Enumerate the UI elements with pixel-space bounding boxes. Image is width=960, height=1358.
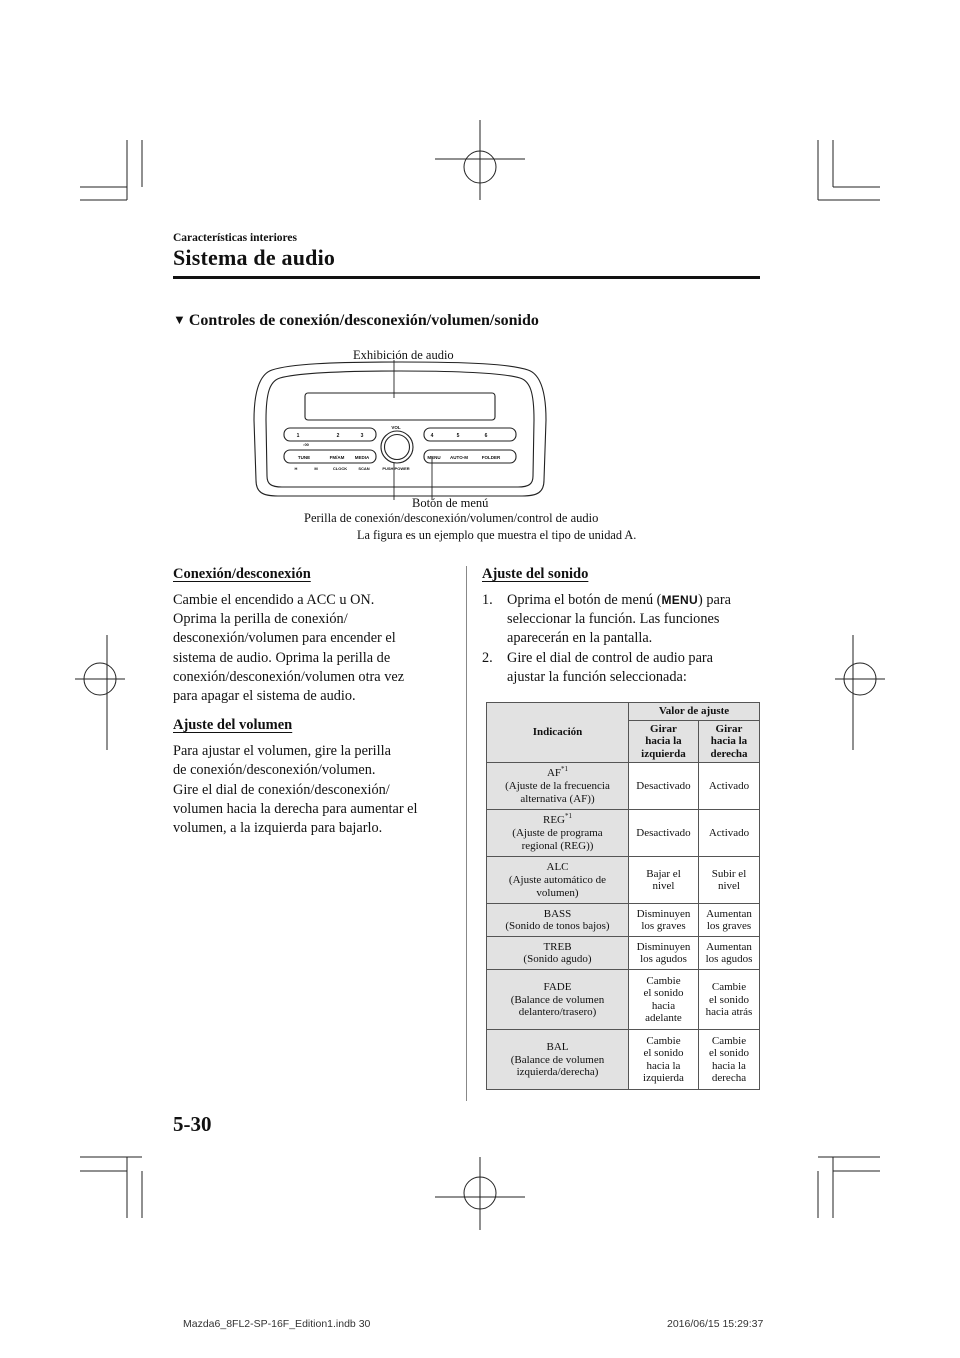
svg-text::00: :00 xyxy=(303,442,309,447)
table-header-right xyxy=(698,720,759,763)
cell-left xyxy=(629,857,699,904)
table-header-indication: Indicación xyxy=(487,703,629,763)
text-line: volumen hacia la derecha para aumentar el xyxy=(173,800,418,817)
svg-text:FM/AM: FM/AM xyxy=(329,455,345,460)
cell-left xyxy=(629,970,699,1030)
onoff-heading: Conexión/desconexión xyxy=(173,566,311,582)
left-column xyxy=(173,566,453,849)
cell-line: el sonido xyxy=(708,1047,749,1060)
cell-line: derecha xyxy=(711,1072,747,1085)
text-line: Oprima la perilla de conexión/ xyxy=(173,611,348,628)
cell-line: Cambie xyxy=(646,974,681,987)
cell-line: Cambie xyxy=(711,980,747,993)
triangle-down-icon: ▼ xyxy=(173,312,186,327)
list-item xyxy=(482,649,762,687)
step-number: 1. xyxy=(482,592,493,608)
cell-line: Desactivado xyxy=(636,780,691,793)
cell-indication xyxy=(487,970,629,1030)
cell-right xyxy=(698,857,759,904)
cell-line: hacia la xyxy=(712,1059,746,1072)
menu-button-glyph: MENU xyxy=(661,593,698,607)
text-line: Para ajustar el volumen, gire la perilla xyxy=(173,743,391,760)
volume-paragraph xyxy=(173,742,453,838)
cell-line: alternativa (AF)) xyxy=(520,792,595,805)
text-line: desconexión/volumen para encender el xyxy=(173,630,396,647)
svg-text:5: 5 xyxy=(456,433,460,439)
text-line: Gire el dial de conexión/desconexión/ xyxy=(173,781,390,798)
right-column xyxy=(482,566,762,697)
cell-line: Subir el xyxy=(711,867,747,880)
cell-line: TREB xyxy=(543,940,572,953)
svg-text:PUSH POWER: PUSH POWER xyxy=(382,466,410,471)
cell-indication xyxy=(487,904,629,937)
cell-line: Aumentan xyxy=(706,907,752,920)
svg-text:VOL: VOL xyxy=(391,425,401,430)
svg-text:MEDIA: MEDIA xyxy=(354,455,370,460)
section-heading-text: Controles de conexión/desconexión/volumen/sonido xyxy=(188,312,539,329)
cell-line: los agudos xyxy=(640,953,687,966)
table-row xyxy=(487,763,760,810)
cell-left xyxy=(629,904,699,937)
column-divider xyxy=(466,566,467,1101)
header-line: hacia la xyxy=(645,735,682,748)
cell-line: BAL xyxy=(546,1040,569,1053)
cell-line: adelante xyxy=(645,1012,682,1025)
text-line: volumen, a la izquierda para bajarlo. xyxy=(173,820,383,837)
section-heading xyxy=(173,312,539,330)
cell-indication xyxy=(487,857,629,904)
cell-line: los graves xyxy=(706,920,752,933)
sound-heading: Ajuste del sonido xyxy=(482,566,589,582)
svg-text:M: M xyxy=(314,466,318,471)
cell-line: AF xyxy=(546,767,562,780)
svg-text:FOLDER: FOLDER xyxy=(481,455,501,460)
cell-line: (Ajuste de la frecuencia xyxy=(505,780,610,793)
cell-line: nivel xyxy=(652,880,675,893)
cell-line: Cambie xyxy=(711,1034,747,1047)
cell-line: (Sonido de tonos bajos) xyxy=(505,920,610,933)
cell-left xyxy=(629,763,699,810)
svg-text:SCAN: SCAN xyxy=(358,466,370,471)
cell-line: izquierda/derecha) xyxy=(516,1066,599,1079)
cell-indication xyxy=(487,810,629,857)
svg-text:MENU: MENU xyxy=(427,455,441,460)
cell-line: Bajar el xyxy=(646,867,681,880)
cell-line: el sonido xyxy=(708,993,749,1006)
chapter-kicker: Características interiores xyxy=(173,232,298,244)
cell-line: Disminuyen xyxy=(636,940,691,953)
cell-line: (Balance de volumen xyxy=(510,1053,605,1066)
svg-text:6: 6 xyxy=(484,433,488,439)
table-row xyxy=(487,904,760,937)
cell-line: Desactivado xyxy=(636,827,691,840)
cell-line: REG xyxy=(543,814,565,827)
text-line: para apagar el sistema de audio. xyxy=(173,688,356,705)
step-text: Oprima el botón de menú ( xyxy=(507,592,662,608)
header-line: Girar xyxy=(715,722,743,735)
svg-text:CLOCK: CLOCK xyxy=(332,466,348,471)
svg-text:2: 2 xyxy=(336,433,340,439)
cell-right xyxy=(698,810,759,857)
cell-left xyxy=(629,937,699,970)
step-text: ajustar la función seleccionada: xyxy=(507,668,687,685)
cell-right xyxy=(698,763,759,810)
table-header-value: Valor de ajuste xyxy=(629,703,760,721)
cell-right xyxy=(698,970,759,1030)
cell-line: hacia xyxy=(651,999,676,1012)
label-power-volume-knob: Perilla de conexión/desconexión/volumen/control de audio xyxy=(304,511,599,525)
label-audio-display: Exhibición de audio xyxy=(353,348,454,362)
svg-text:3: 3 xyxy=(360,433,364,439)
table-row xyxy=(487,1030,760,1090)
title-rule xyxy=(173,276,760,279)
list-item xyxy=(482,591,762,649)
step-text: aparecerán en la pantalla. xyxy=(507,630,653,647)
text-line: conexión/desconexión/volumen otra vez xyxy=(173,668,405,685)
svg-text:1: 1 xyxy=(296,433,300,439)
cell-line: Activado xyxy=(708,780,750,793)
cell-line: Cambie xyxy=(646,1034,681,1047)
cell-line: (Sonido agudo) xyxy=(523,953,592,966)
cell-line: FADE xyxy=(543,980,572,993)
header-line: Girar xyxy=(650,722,677,735)
svg-text:4: 4 xyxy=(430,433,434,439)
cell-line: regional (REG)) xyxy=(521,839,594,852)
header-line: izquierda xyxy=(641,747,686,760)
cell-line: BASS xyxy=(543,907,572,920)
table-row xyxy=(487,937,760,970)
step-text: ) para xyxy=(698,592,731,608)
cell-line: el sonido xyxy=(643,1047,684,1060)
footnote-mark: *1 xyxy=(561,765,569,774)
table-header-left xyxy=(629,720,699,763)
cell-indication xyxy=(487,763,629,810)
steps-list xyxy=(482,591,762,687)
footnote-mark: *1 xyxy=(565,812,572,821)
cell-right xyxy=(698,937,759,970)
volume-heading: Ajuste del volumen xyxy=(173,717,293,734)
cell-line: hacia atrás xyxy=(705,1006,753,1019)
text-line: de conexión/desconexión/volumen. xyxy=(173,762,376,779)
header-line: hacia la xyxy=(710,735,748,748)
cell-right xyxy=(698,904,759,937)
svg-text:H: H xyxy=(294,466,298,471)
cell-line: los agudos xyxy=(705,953,753,966)
step-text: seleccionar la función. Las funciones xyxy=(507,611,720,628)
settings-table xyxy=(486,702,760,1090)
audio-unit-figure xyxy=(250,360,550,500)
table-row xyxy=(487,970,760,1030)
cell-line: izquierda xyxy=(643,1072,684,1085)
cell-indication xyxy=(487,1030,629,1090)
onoff-paragraph xyxy=(173,591,453,706)
cell-line: Aumentan xyxy=(706,940,752,953)
table-row xyxy=(487,810,760,857)
cell-line: Disminuyen xyxy=(636,907,691,920)
table-row xyxy=(487,857,760,904)
page-number: 5-30 xyxy=(173,1112,212,1136)
cell-line: Activado xyxy=(708,827,750,840)
cell-line: ALC xyxy=(546,861,569,874)
cell-line: los graves xyxy=(641,920,686,933)
cell-line: (Ajuste automático de xyxy=(508,874,607,887)
cell-line: el sonido xyxy=(643,987,684,1000)
svg-text:AUTO-M: AUTO-M xyxy=(450,455,468,460)
header-line: derecha xyxy=(710,747,748,760)
cell-line: (Ajuste de programa xyxy=(512,827,603,840)
cell-line: nivel xyxy=(717,880,740,893)
cell-indication xyxy=(487,937,629,970)
figure-note: La figura es un ejemplo que muestra el tipo de unidad A. xyxy=(357,528,637,542)
cell-line: hacia la xyxy=(646,1059,681,1072)
footer-file: Mazda6_8FL2-SP-16F_Edition1.indb 30 xyxy=(183,1318,371,1330)
text-line: sistema de audio. Oprima la perilla de xyxy=(173,649,391,666)
footer-timestamp: 2016/06/15 15:29:37 xyxy=(667,1318,764,1330)
step-text: Gire el dial de control de audio para xyxy=(507,649,714,666)
cell-line: (Balance de volumen xyxy=(510,993,605,1006)
svg-text:TUNE: TUNE xyxy=(297,455,311,460)
cell-line: volumen) xyxy=(536,886,579,899)
text-line: Cambie el encendido a ACC u ON. xyxy=(173,592,375,608)
cell-left xyxy=(629,810,699,857)
step-number: 2. xyxy=(482,649,493,666)
cell-right xyxy=(698,1030,759,1090)
cell-left xyxy=(629,1030,699,1090)
label-menu-button: Botón de menú xyxy=(412,496,489,510)
cell-line: delantero/trasero) xyxy=(518,1006,597,1019)
page-title: Sistema de audio xyxy=(173,245,336,270)
